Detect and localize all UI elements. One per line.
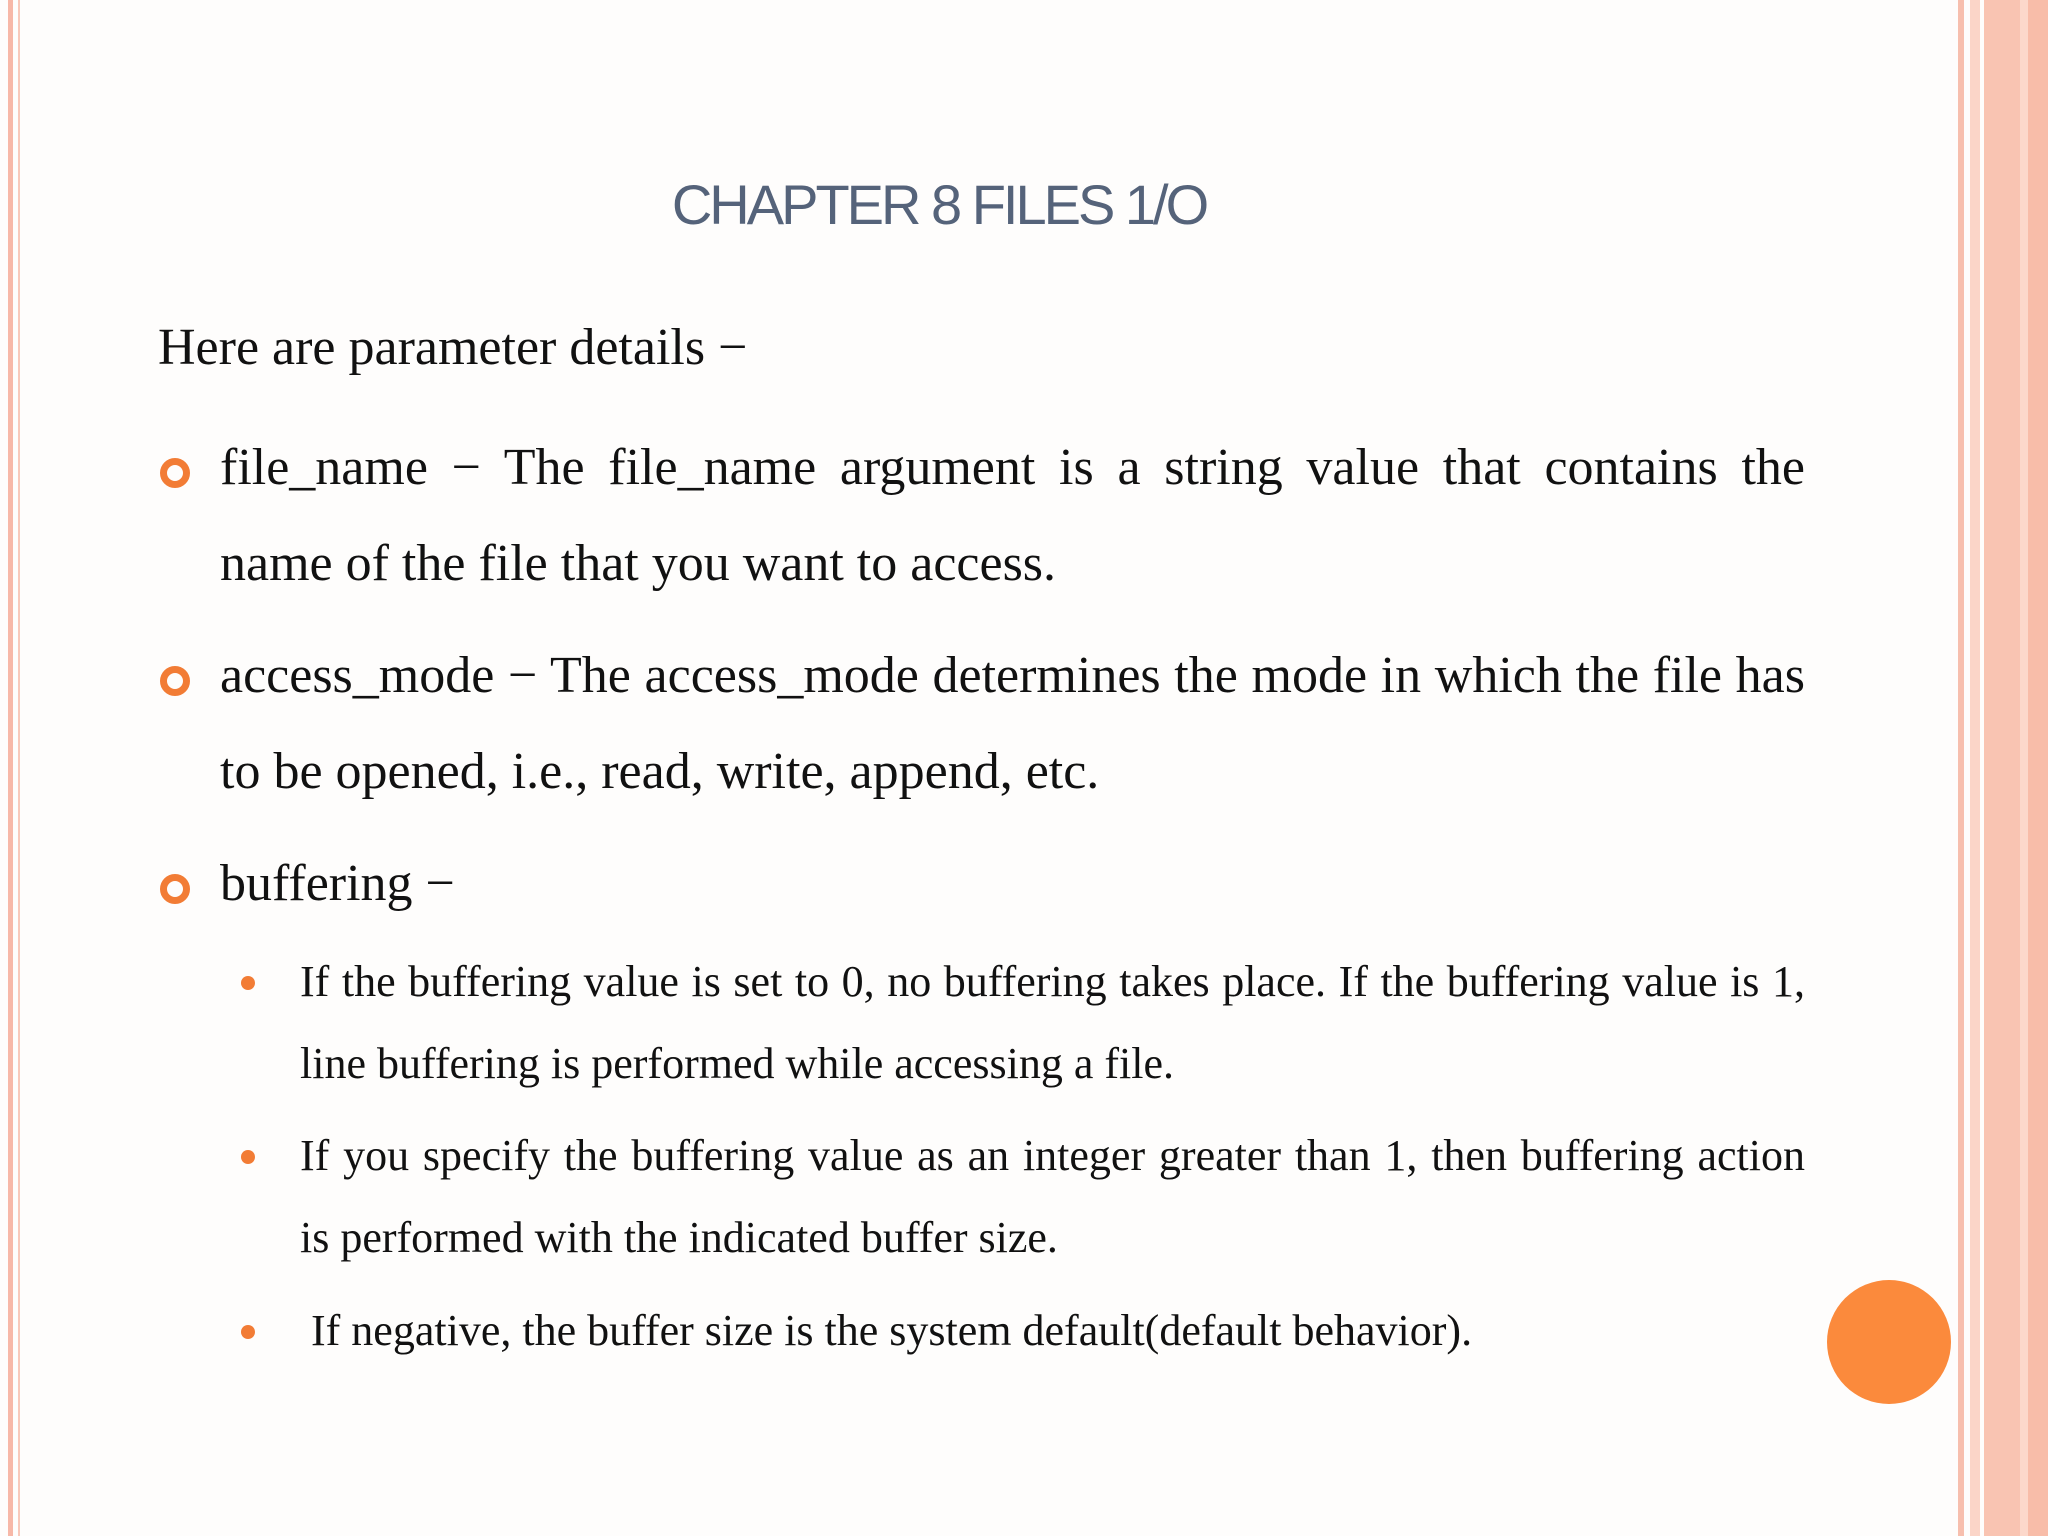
ring-bullet-icon: [160, 458, 190, 488]
sub-bullet-buffering-greater-one: If you specify the buffering value as an integer greater than 1, then buffering action is performed with the indicated buffer size.: [300, 1131, 1805, 1262]
ring-bullet-icon: [160, 874, 190, 904]
dot-bullet-icon: [241, 1325, 255, 1339]
right-border-stripe: [2028, 0, 2048, 1536]
bullet-access-mode: access_mode − The access_mode determines the mode in which the file has to be opened, i.e., read, write, append, etc.: [220, 647, 1805, 800]
dot-bullet-icon: [241, 976, 255, 990]
ring-bullet-icon: [160, 666, 190, 696]
bullet-file-name: file_name − The file_name argument is a string value that contains the name of the file that you want to access.: [220, 439, 1805, 592]
intro-text: Here are parameter details −: [158, 319, 748, 376]
sub-bullet-buffering-zero-one: If the buffering value is set to 0, no buffering takes place. If the buffering value is 1, line buffering is performed while accessing a file.: [300, 957, 1805, 1088]
bullet-buffering: buffering −: [220, 855, 455, 912]
right-border-stripe: [1970, 0, 1980, 1536]
dot-bullet-icon: [241, 1150, 255, 1164]
decorative-orange-circle: [1827, 1280, 1951, 1404]
sub-bullet-buffering-negative: If negative, the buffer size is the system default(default behavior).: [300, 1306, 1473, 1355]
right-border-stripe: [2020, 0, 2028, 1536]
right-border-stripe: [1958, 0, 1964, 1536]
right-border-stripe: [1984, 0, 2020, 1536]
slide-title: CHAPTER 8 FILES 1/O: [671, 173, 1207, 236]
